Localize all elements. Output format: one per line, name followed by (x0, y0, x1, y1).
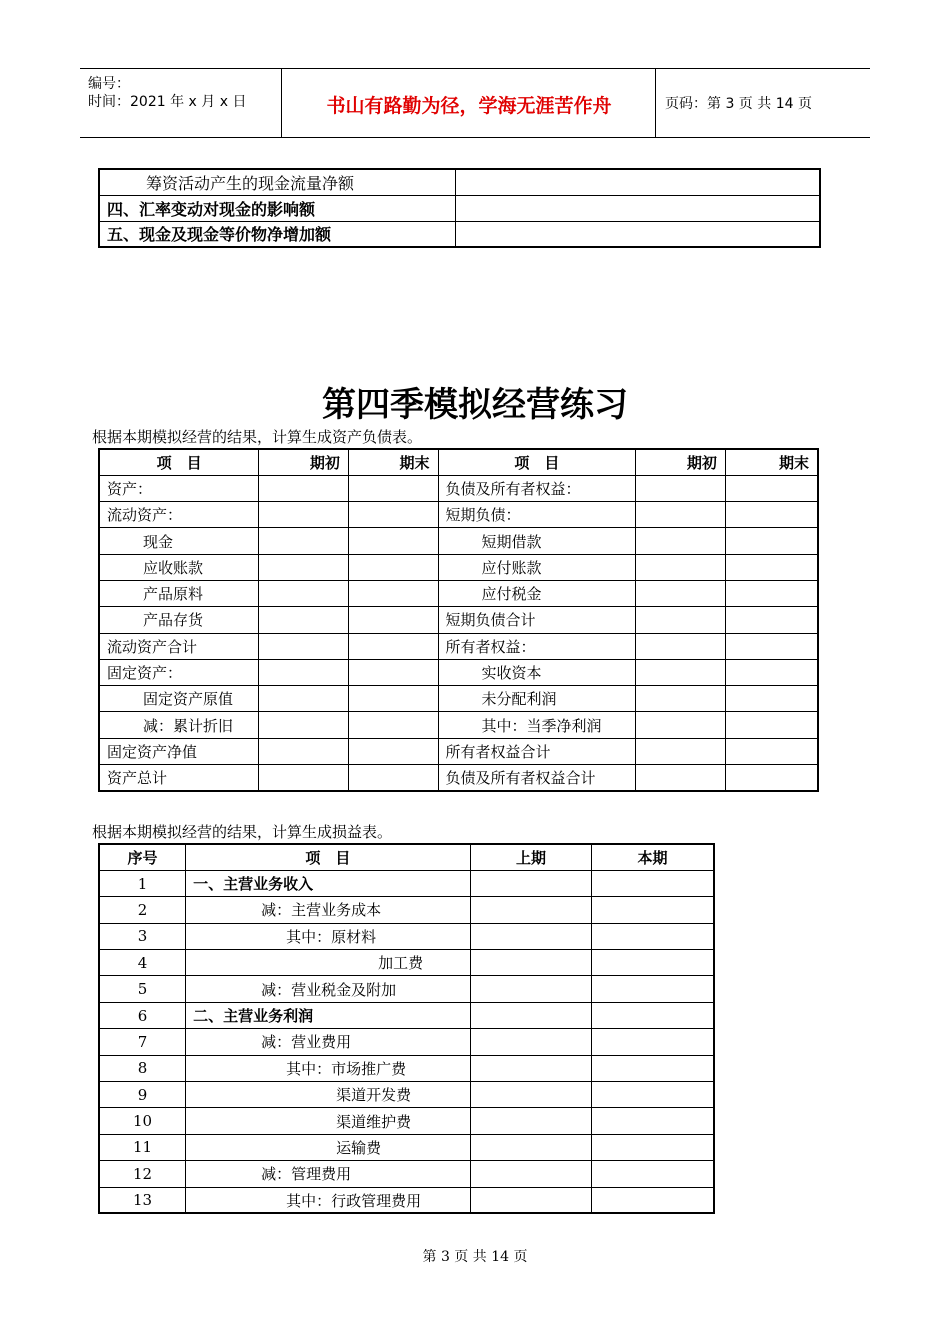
value-cell (592, 870, 714, 896)
row-label: 五、现金及现金等价物净增加额 (99, 221, 455, 247)
value-cell (259, 712, 349, 738)
asset-item: 资产： (99, 475, 259, 501)
row-item: 减：营业税金及附加 (186, 976, 471, 1002)
row-value (455, 221, 820, 247)
row-item: 其中：市场推广费 (186, 1055, 471, 1081)
value-cell (636, 765, 726, 791)
row-item: 二、主营业务利润 (186, 1002, 471, 1028)
table-row (99, 1108, 714, 1134)
column-header: 期初 (259, 449, 349, 475)
value-cell (592, 1134, 714, 1160)
liability-item: 未分配利润 (438, 686, 636, 712)
table-row (99, 1055, 714, 1081)
value-cell (725, 528, 818, 554)
income-statement-table (98, 843, 715, 1214)
value-cell (259, 686, 349, 712)
row-number: 9 (99, 1082, 186, 1108)
row-item: 加工费 (186, 950, 471, 976)
table-row (99, 686, 818, 712)
row-number: 8 (99, 1055, 186, 1081)
page-footer: 第 3 页 共 14 页 (422, 1249, 528, 1265)
value-cell (725, 580, 818, 606)
table-row (99, 1002, 714, 1028)
header-page-info: 页码：第 3 页 共 14 页 (665, 96, 812, 112)
value-cell (725, 502, 818, 528)
value-cell (636, 633, 726, 659)
value-cell (636, 554, 726, 580)
asset-item: 固定资产净值 (99, 738, 259, 764)
row-item: 减：主营业务成本 (186, 897, 471, 923)
table-header-row (99, 844, 714, 870)
table-row (99, 712, 818, 738)
liability-item: 短期借款 (438, 528, 636, 554)
value-cell (348, 738, 438, 764)
value-cell (259, 607, 349, 633)
row-item: 减：营业费用 (186, 1029, 471, 1055)
value-cell (592, 1055, 714, 1081)
table-row (99, 1161, 714, 1187)
value-cell (725, 554, 818, 580)
table-row (99, 1082, 714, 1108)
value-cell (725, 607, 818, 633)
table-row (99, 897, 714, 923)
value-cell (259, 633, 349, 659)
balance-sheet-table (98, 448, 819, 792)
value-cell (348, 475, 438, 501)
value-cell (592, 950, 714, 976)
value-cell (259, 528, 349, 554)
row-item: 其中：原材料 (186, 923, 471, 949)
asset-item: 固定资产： (99, 659, 259, 685)
asset-item: 现金 (99, 528, 259, 554)
row-label: 筹资活动产生的现金流量净额 (99, 169, 455, 195)
liability-item: 其中：当季净利润 (438, 712, 636, 738)
value-cell (348, 554, 438, 580)
cashflow-table (98, 168, 821, 248)
liability-item: 短期负债合计 (438, 607, 636, 633)
value-cell (470, 1108, 591, 1134)
row-item: 渠道维护费 (186, 1108, 471, 1134)
liability-item: 实收资本 (438, 659, 636, 685)
table-header-row (99, 449, 818, 475)
table-row (99, 221, 820, 247)
liability-item: 应付税金 (438, 580, 636, 606)
asset-item: 产品原料 (99, 580, 259, 606)
value-cell (592, 1029, 714, 1055)
value-cell (470, 1055, 591, 1081)
doc-number-label: 编号： (88, 76, 130, 92)
row-number: 6 (99, 1002, 186, 1028)
column-header: 项 目 (186, 844, 471, 870)
row-number: 11 (99, 1134, 186, 1160)
value-cell (725, 765, 818, 791)
table-row (99, 976, 714, 1002)
table-row (99, 528, 818, 554)
table-row (99, 502, 818, 528)
liability-item: 所有者权益合计 (438, 738, 636, 764)
column-header: 序号 (99, 844, 186, 870)
value-cell (636, 659, 726, 685)
value-cell (348, 659, 438, 685)
value-cell (470, 1161, 591, 1187)
table-row (99, 475, 818, 501)
row-number: 5 (99, 976, 186, 1002)
value-cell (470, 870, 591, 896)
value-cell (725, 633, 818, 659)
value-cell (636, 686, 726, 712)
header-motto: 书山有路勤为径，学海无涯苦作舟 (326, 95, 612, 117)
row-number: 7 (99, 1029, 186, 1055)
value-cell (725, 686, 818, 712)
value-cell (725, 475, 818, 501)
value-cell (348, 607, 438, 633)
table-row (99, 950, 714, 976)
value-cell (348, 528, 438, 554)
value-cell (592, 1108, 714, 1134)
value-cell (636, 738, 726, 764)
table-row (99, 870, 714, 896)
value-cell (259, 554, 349, 580)
value-cell (725, 659, 818, 685)
table-row (99, 1134, 714, 1160)
liability-item: 负债及所有者权益合计 (438, 765, 636, 791)
value-cell (348, 712, 438, 738)
asset-item: 减：累计折旧 (99, 712, 259, 738)
value-cell (259, 475, 349, 501)
row-item: 一、主营业务收入 (186, 870, 471, 896)
row-number: 13 (99, 1187, 186, 1213)
doc-time-label: 时间：2021 年 x 月 x 日 (88, 94, 247, 110)
table-row (99, 633, 818, 659)
table-row (99, 169, 820, 195)
liability-item: 负债及所有者权益： (438, 475, 636, 501)
asset-item: 固定资产原值 (99, 686, 259, 712)
column-header: 项 目 (438, 449, 636, 475)
value-cell (592, 976, 714, 1002)
value-cell (259, 580, 349, 606)
table-row (99, 607, 818, 633)
value-cell (470, 976, 591, 1002)
value-cell (348, 502, 438, 528)
row-item: 运输费 (186, 1134, 471, 1160)
value-cell (259, 659, 349, 685)
value-cell (592, 1082, 714, 1108)
column-header: 上期 (470, 844, 591, 870)
row-item: 其中：行政管理费用 (186, 1187, 471, 1213)
liability-item: 短期负债： (438, 502, 636, 528)
row-label: 四、汇率变动对现金的影响额 (99, 195, 455, 221)
value-cell (636, 475, 726, 501)
table-row (99, 738, 818, 764)
value-cell (348, 765, 438, 791)
table-row (99, 554, 818, 580)
asset-item: 资产总计 (99, 765, 259, 791)
liability-item: 所有者权益： (438, 633, 636, 659)
value-cell (636, 580, 726, 606)
value-cell (470, 1082, 591, 1108)
value-cell (725, 738, 818, 764)
row-number: 1 (99, 870, 186, 896)
row-item: 渠道开发费 (186, 1082, 471, 1108)
row-number: 12 (99, 1161, 186, 1187)
value-cell (636, 528, 726, 554)
column-header: 期末 (725, 449, 818, 475)
table-row (99, 659, 818, 685)
value-cell (636, 502, 726, 528)
table-row (99, 1187, 714, 1213)
value-cell (470, 923, 591, 949)
value-cell (259, 738, 349, 764)
value-cell (592, 1002, 714, 1028)
row-number: 10 (99, 1108, 186, 1134)
table-row (99, 765, 818, 791)
value-cell (259, 765, 349, 791)
asset-item: 应收账款 (99, 554, 259, 580)
value-cell (470, 897, 591, 923)
value-cell (348, 580, 438, 606)
income-statement-caption: 根据本期模拟经营的结果，计算生成损益表。 (92, 823, 393, 841)
value-cell (470, 1002, 591, 1028)
row-value (455, 195, 820, 221)
column-header: 期末 (348, 449, 438, 475)
row-number: 3 (99, 923, 186, 949)
table-row (99, 580, 818, 606)
liability-item: 应付账款 (438, 554, 636, 580)
value-cell (592, 1187, 714, 1213)
value-cell (725, 712, 818, 738)
page-header (80, 68, 870, 138)
value-cell (592, 1161, 714, 1187)
row-number: 2 (99, 897, 186, 923)
asset-item: 产品存货 (99, 607, 259, 633)
value-cell (348, 686, 438, 712)
value-cell (470, 1029, 591, 1055)
value-cell (636, 607, 726, 633)
asset-item: 流动资产合计 (99, 633, 259, 659)
row-value (455, 169, 820, 195)
value-cell (470, 1187, 591, 1213)
column-header: 本期 (592, 844, 714, 870)
table-row (99, 195, 820, 221)
table-row (99, 1029, 714, 1055)
row-number: 4 (99, 950, 186, 976)
value-cell (470, 1134, 591, 1160)
value-cell (470, 950, 591, 976)
balance-sheet-caption: 根据本期模拟经营的结果，计算生成资产负债表。 (92, 428, 423, 446)
value-cell (636, 712, 726, 738)
page-title: 第四季模拟经营练习 (322, 385, 628, 425)
asset-item: 流动资产： (99, 502, 259, 528)
column-header: 期初 (636, 449, 726, 475)
value-cell (592, 897, 714, 923)
column-header: 项 目 (99, 449, 259, 475)
value-cell (259, 502, 349, 528)
row-item: 减：管理费用 (186, 1161, 471, 1187)
value-cell (348, 633, 438, 659)
value-cell (592, 923, 714, 949)
table-row (99, 923, 714, 949)
